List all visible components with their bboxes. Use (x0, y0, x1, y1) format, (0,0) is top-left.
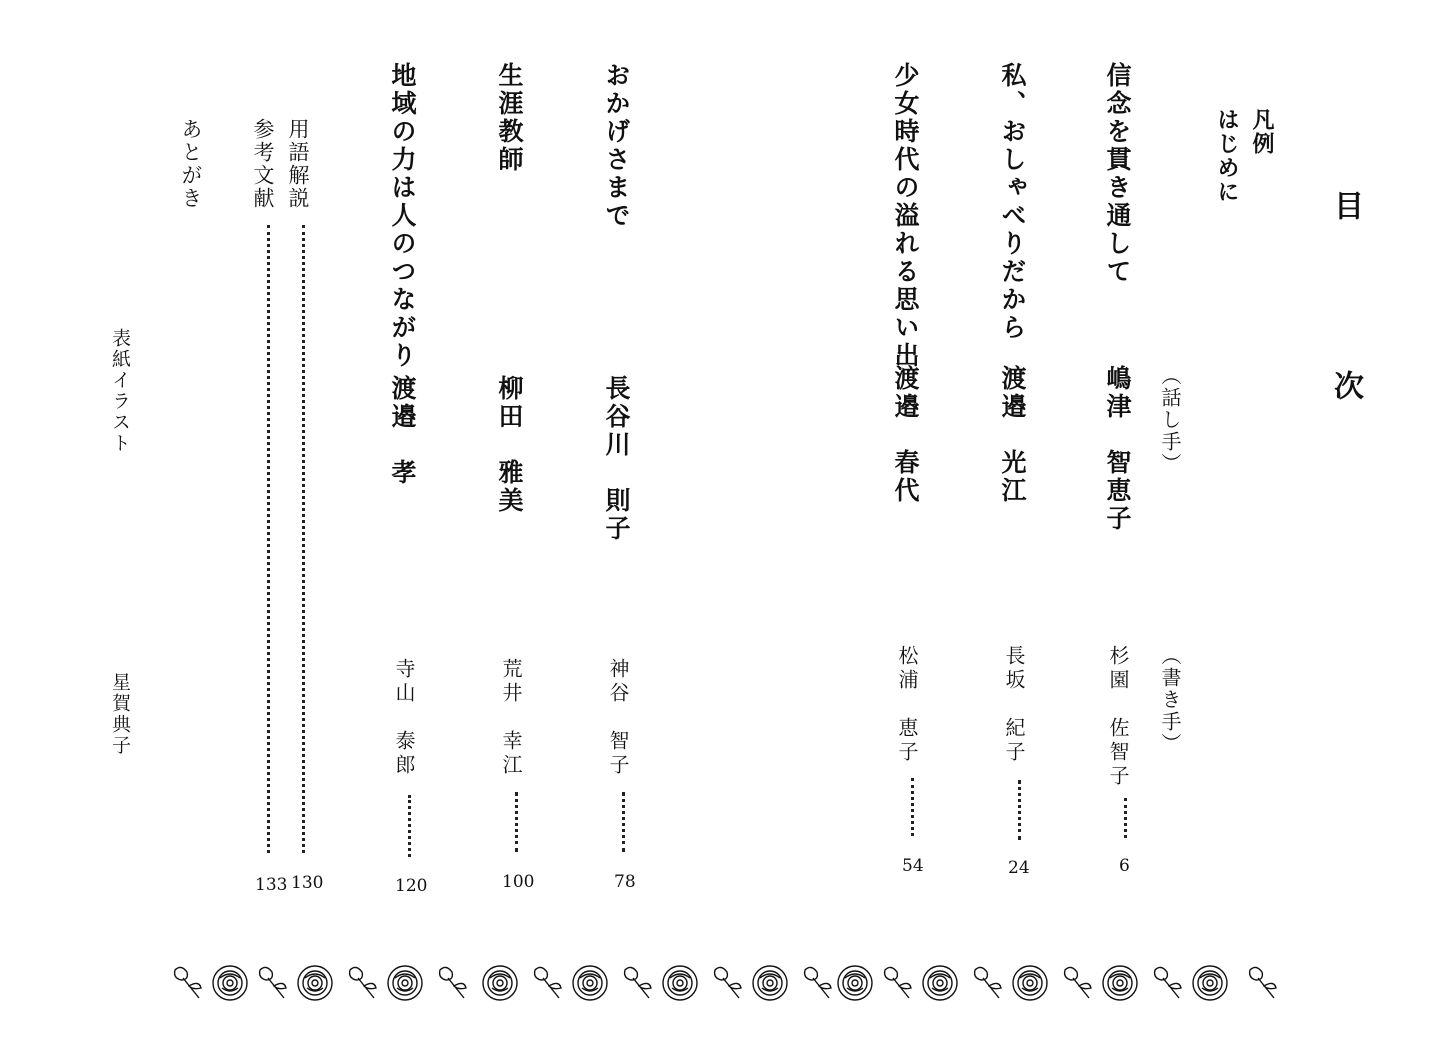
chapter-writer: 杉園 佐智子 (1106, 645, 1130, 789)
rose-icon (663, 966, 697, 1000)
glossary-page-number: 130 (291, 873, 324, 893)
chapter-speaker: 渡邉 春代 (891, 365, 920, 505)
chapter-speaker: 長谷川 則子 (602, 375, 631, 543)
rose-bud-icon (625, 967, 651, 998)
chapter-speaker: 渡邉 孝 (388, 375, 417, 487)
chapter-title: 信念を貫き通して (1103, 62, 1132, 286)
leader-dots (267, 225, 270, 853)
rose-icon (923, 966, 957, 1000)
back-matter-references: 参考文献 (251, 118, 275, 210)
leader-dots (515, 792, 518, 852)
chapter-page-number: 78 (614, 872, 636, 892)
references-page-number: 133 (255, 875, 288, 895)
rose-icon (298, 966, 332, 1000)
leader-dots (1018, 780, 1021, 840)
rose-icon (213, 966, 247, 1000)
front-matter-hajimeni: はじめに (1214, 108, 1239, 204)
chapter-title: おかげさまで (602, 62, 631, 230)
chapter-speaker: 柳田 雅美 (495, 375, 524, 515)
cover-illustration-artist: 星賀典子 (109, 672, 131, 756)
rose-icon (838, 966, 872, 1000)
rose-icon (1103, 966, 1137, 1000)
leader-dots (302, 225, 305, 853)
rose-bud-icon (715, 967, 741, 998)
chapter-page-number: 24 (1008, 858, 1030, 878)
chapter-title: 地域の力は人のつながり (388, 62, 417, 370)
chapter-writer: 荒井 幸江 (499, 658, 523, 778)
rose-bud-icon (175, 967, 201, 998)
writer-column-label: （書き手） (1158, 645, 1182, 755)
rose-bud-icon (1065, 967, 1091, 998)
rose-border-graphic (170, 958, 1285, 1008)
rose-icon (1013, 966, 1047, 1000)
cover-illustration-label: 表紙イラスト (109, 328, 131, 454)
chapter-writer: 寺山 泰郎 (392, 658, 416, 778)
chapter-page-number: 6 (1119, 856, 1130, 876)
rose-bud-icon (440, 967, 466, 998)
rose-bud-icon (885, 967, 911, 998)
chapter-title: 生涯教師 (495, 62, 524, 174)
leader-dots (1124, 798, 1127, 838)
chapter-page-number: 120 (395, 876, 428, 896)
back-matter-glossary: 用語解説 (286, 118, 310, 210)
chapter-title: 私、おしゃべりだから (998, 62, 1027, 342)
leader-dots (408, 795, 411, 857)
leader-dots (622, 792, 625, 852)
leader-dots (911, 778, 914, 836)
rose-bud-icon (350, 967, 376, 998)
rose-border (170, 958, 1285, 1008)
chapter-writer: 神谷 智子 (606, 658, 630, 778)
chapter-speaker: 渡邉 光江 (998, 365, 1027, 505)
rose-icon (1193, 966, 1227, 1000)
chapter-writer: 松浦 恵子 (895, 645, 919, 765)
front-matter-hanrei: 凡例 (1249, 108, 1274, 156)
chapter-speaker: 嶋津 智恵子 (1103, 365, 1132, 533)
rose-bud-icon (805, 967, 831, 998)
chapter-page-number: 54 (902, 856, 924, 876)
rose-bud-icon (1250, 967, 1276, 998)
back-matter-afterword: あとがき (179, 118, 203, 210)
rose-icon (483, 966, 517, 1000)
rose-icon (388, 966, 422, 1000)
chapter-title: 少女時代の溢れる思い出 (891, 62, 920, 370)
page-title: 目 次 (1328, 190, 1363, 460)
rose-bud-icon (975, 967, 1001, 998)
rose-bud-icon (535, 967, 561, 998)
chapter-writer: 長坂 紀子 (1002, 645, 1026, 765)
rose-bud-icon (1155, 967, 1181, 998)
speaker-column-label: （話し手） (1158, 365, 1182, 475)
rose-icon (573, 966, 607, 1000)
chapter-page-number: 100 (502, 872, 535, 892)
rose-bud-icon (260, 967, 286, 998)
rose-icon (753, 966, 787, 1000)
